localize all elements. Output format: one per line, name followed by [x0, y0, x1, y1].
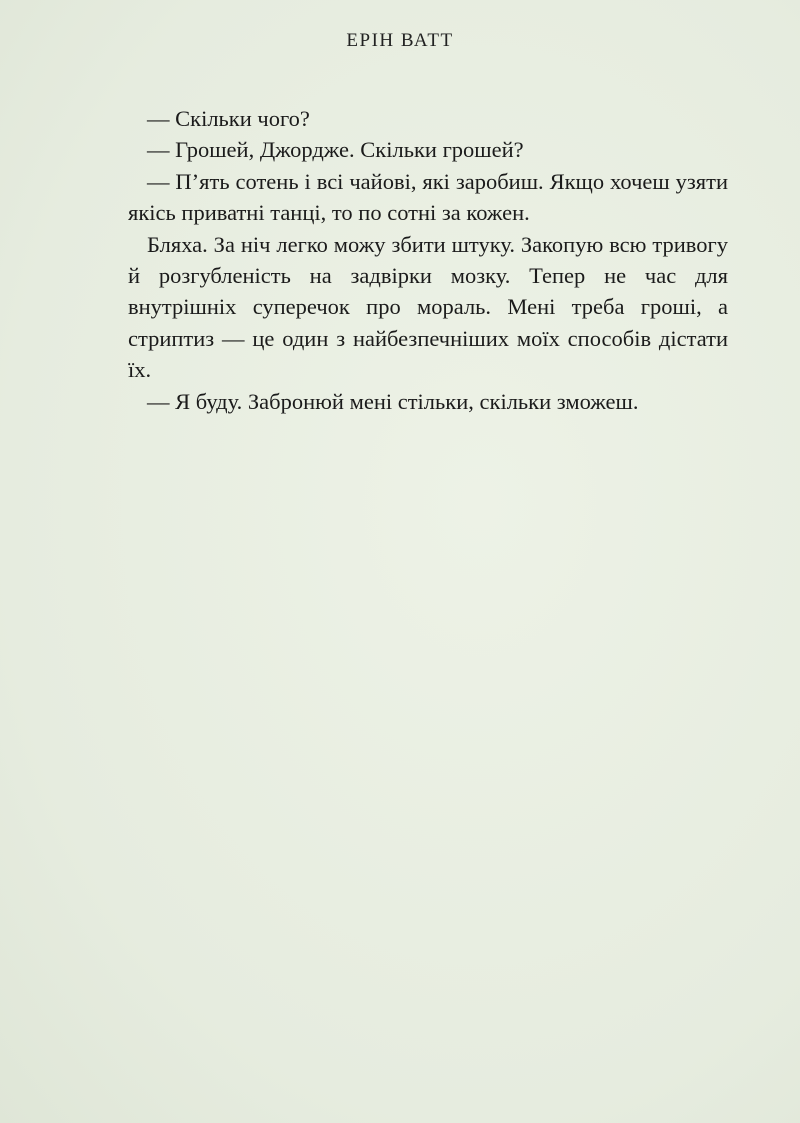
paragraph: — Грошей, Джордже. Скільки грошей? [147, 137, 524, 163]
paragraph: — П’ять сотень і всі чайові, які заробиш. Якщо хочеш узяти якісь приватні танці, то по сотні за кожен. [128, 168, 728, 226]
paragraph: Бляха. За ніч легко можу збити штуку. Закопую всю тривогу й розгубленість на задвірки мозку. Тепер не час для внутрішніх суперечок про мораль. Мені треба гроші, а стриптиз — це один з найбезпечніших моїх способів дістати їх. [128, 231, 728, 383]
body-text [128, 103, 728, 417]
running-header: ЕРІН ВАТТ [346, 30, 454, 51]
paragraph: — Скільки чого? [147, 106, 310, 131]
paragraph: — Я буду. Забронюй мені стільки, скільки зможеш. [147, 388, 639, 414]
